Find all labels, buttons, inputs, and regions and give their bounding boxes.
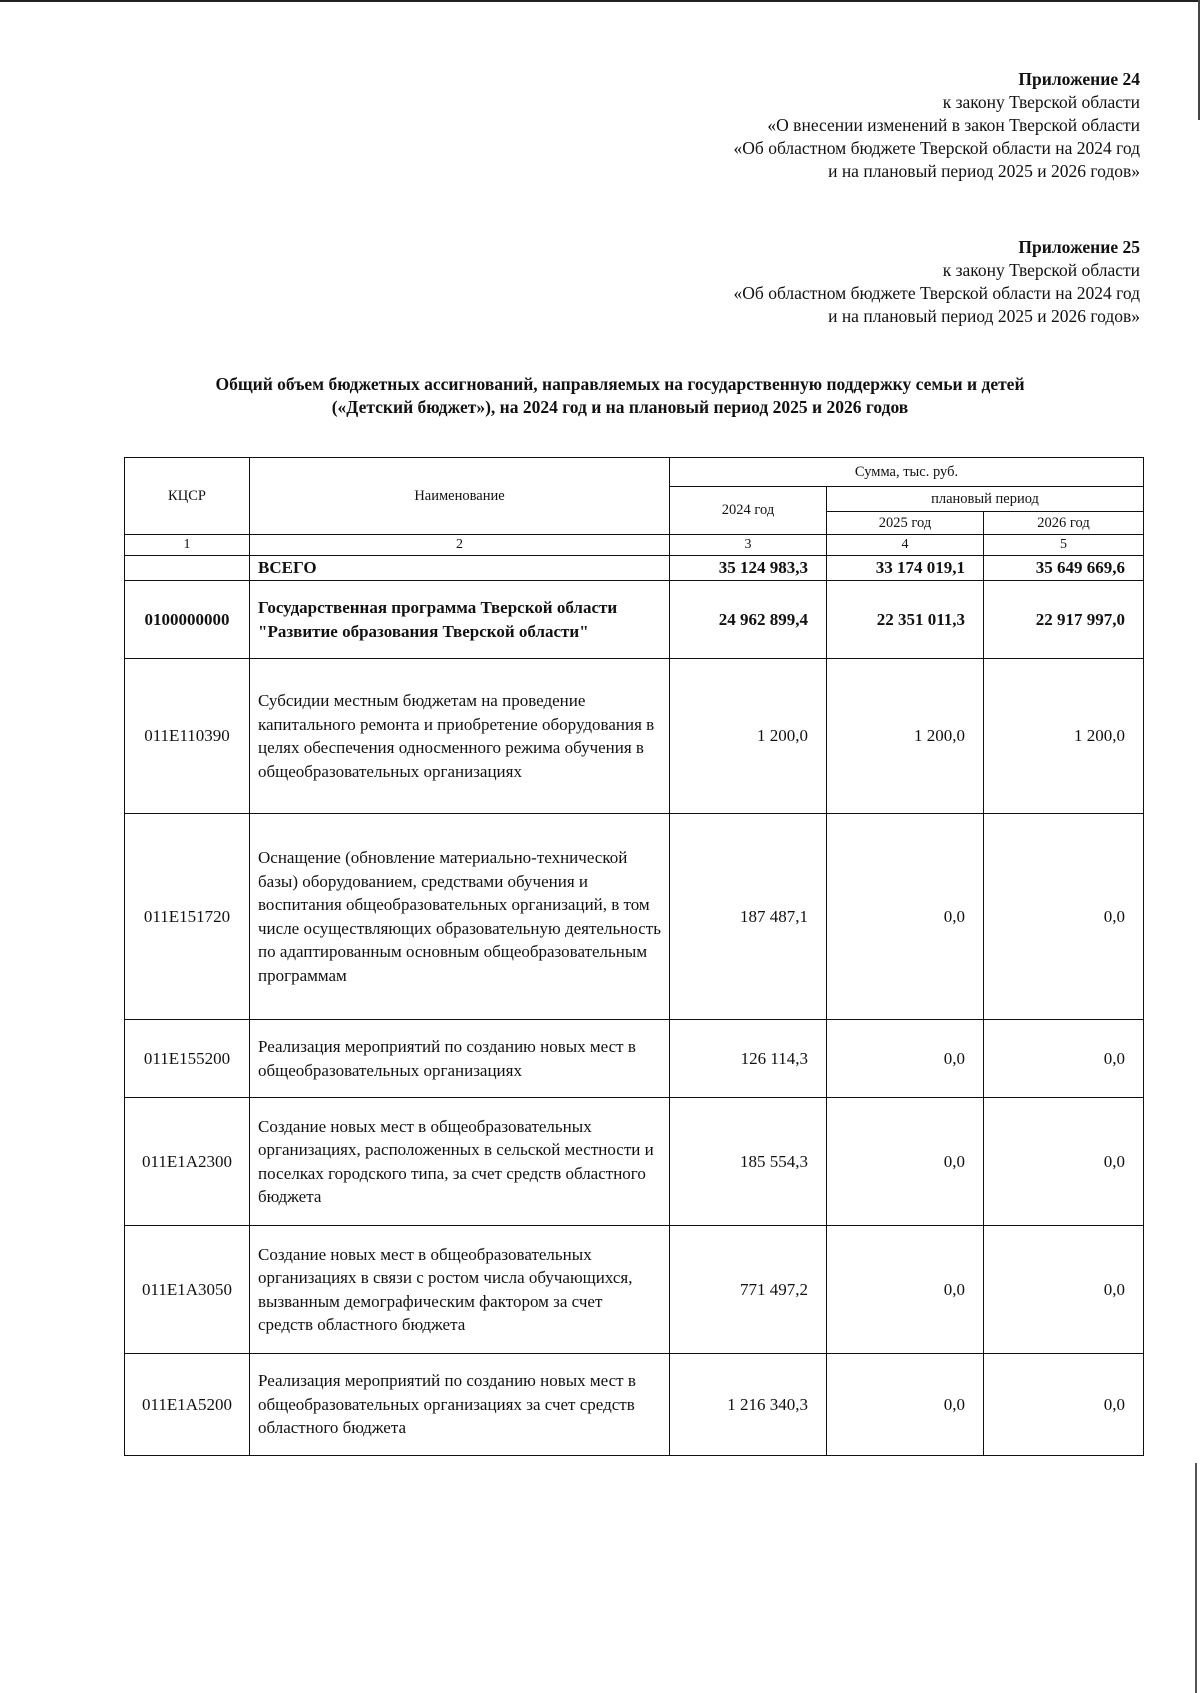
table-row: [125, 814, 1144, 1020]
table-row: [125, 659, 1144, 814]
row-name: Государственная программа Тверской области "Развитие образования Тверской области": [250, 581, 670, 659]
header-sum: Сумма, тыс. руб.: [670, 458, 1144, 487]
header-2024: 2024 год: [670, 487, 827, 535]
appendix-25-title: Приложение 25: [1018, 237, 1140, 257]
row-2026: 1 200,0: [984, 659, 1144, 814]
row-name: Создание новых мест в общеобразовательных организациях в связи с ростом числа обучающихся, вызванным демографическим фактором за счет средств областного бюджета: [250, 1226, 670, 1354]
column-number: 4: [827, 535, 984, 556]
appendix-24-line: «О внесении изменений в закон Тверской области: [767, 115, 1140, 135]
appendix-25-block: [734, 236, 1140, 328]
appendix-25-line: к закону Тверской области: [942, 260, 1140, 280]
total-2026: 35 649 669,6: [984, 556, 1144, 581]
row-2024: 126 114,3: [670, 1020, 827, 1098]
row-code: 011E110390: [125, 659, 250, 814]
appendix-24-line: к закону Тверской области: [942, 92, 1140, 112]
row-name: Субсидии местным бюджетам на проведение капитального ремонта и приобретение оборудования в целях обеспечения односменного режима обучения в общеобразовательных организациях: [250, 659, 670, 814]
row-code: 011E1A3050: [125, 1226, 250, 1354]
table-row: [125, 581, 1144, 659]
appendix-24-line: «Об областном бюджете Тверской области на 2024 год: [733, 138, 1140, 158]
row-code: 011E155200: [125, 1020, 250, 1098]
row-2025: 0,0: [827, 1020, 984, 1098]
header-planned: плановый период: [827, 487, 1144, 512]
row-code: 011E1A2300: [125, 1098, 250, 1226]
appendix-25-line: и на плановый период 2025 и 2026 годов»: [828, 306, 1140, 326]
appendix-24-title: Приложение 24: [1018, 69, 1140, 89]
row-code: 011E151720: [125, 814, 250, 1020]
column-number: 1: [125, 535, 250, 556]
column-number: 3: [670, 535, 827, 556]
total-2024: 35 124 983,3: [670, 556, 827, 581]
row-2026: 0,0: [984, 1226, 1144, 1354]
budget-table: [124, 457, 1144, 1456]
document-title: [120, 373, 1120, 419]
header-2026: 2026 год: [984, 512, 1144, 535]
total-2025: 33 174 019,1: [827, 556, 984, 581]
appendix-24-line: и на плановый период 2025 и 2026 годов»: [828, 161, 1140, 181]
row-2025: 0,0: [827, 814, 984, 1020]
column-number: 5: [984, 535, 1144, 556]
row-2025: 22 351 011,3: [827, 581, 984, 659]
page-top-border: [0, 0, 1200, 2]
total-label: ВСЕГО: [250, 556, 670, 581]
table-row: [125, 1226, 1144, 1354]
column-number: 2: [250, 535, 670, 556]
column-number-row: [125, 535, 1144, 556]
row-2026: 22 917 997,0: [984, 581, 1144, 659]
row-name: Реализация мероприятий по созданию новых мест в общеобразовательных организациях: [250, 1020, 670, 1098]
table-row: [125, 1354, 1144, 1456]
row-2026: 0,0: [984, 1354, 1144, 1456]
row-2024: 771 497,2: [670, 1226, 827, 1354]
row-2024: 185 554,3: [670, 1098, 827, 1226]
header-name: Наименование: [250, 458, 670, 535]
row-2024: 1 200,0: [670, 659, 827, 814]
total-code-cell: [125, 556, 250, 581]
page-right-edge-mark: [1195, 1463, 1197, 1693]
table-row: [125, 1098, 1144, 1226]
row-name: Оснащение (обновление материально-технической базы) оборудованием, средствами обучения и воспитания общеобразовательных организаций, в том числе осуществляющих образовательную деятельность по адаптированным основным общеобразовательным программам: [250, 814, 670, 1020]
header-2025: 2025 год: [827, 512, 984, 535]
document-title-line-1: Общий объем бюджетных ассигнований, направляемых на государственную поддержку семьи и детей: [215, 374, 1025, 394]
total-row: [125, 556, 1144, 581]
row-2025: 0,0: [827, 1098, 984, 1226]
row-2024: 187 487,1: [670, 814, 827, 1020]
table-row: [125, 1020, 1144, 1098]
row-2025: 0,0: [827, 1354, 984, 1456]
row-2024: 24 962 899,4: [670, 581, 827, 659]
document-title-line-2: («Детский бюджет»), на 2024 год и на плановый период 2025 и 2026 годов: [331, 397, 909, 417]
row-2026: 0,0: [984, 1020, 1144, 1098]
row-name: Создание новых мест в общеобразовательных организациях, расположенных в сельской местности и поселках городского типа, за счет средств областного бюджета: [250, 1098, 670, 1226]
row-2024: 1 216 340,3: [670, 1354, 827, 1456]
row-2026: 0,0: [984, 814, 1144, 1020]
row-2025: 0,0: [827, 1226, 984, 1354]
appendix-24-block: [734, 68, 1140, 183]
header-code: КЦСР: [125, 458, 250, 535]
row-2026: 0,0: [984, 1098, 1144, 1226]
appendix-25-line: «Об областном бюджете Тверской области на 2024 год: [733, 283, 1140, 303]
row-code: 011E1A5200: [125, 1354, 250, 1456]
row-name: Реализация мероприятий по созданию новых мест в общеобразовательных организациях за счет средств областного бюджета: [250, 1354, 670, 1456]
row-2025: 1 200,0: [827, 659, 984, 814]
row-code: 0100000000: [125, 581, 250, 659]
